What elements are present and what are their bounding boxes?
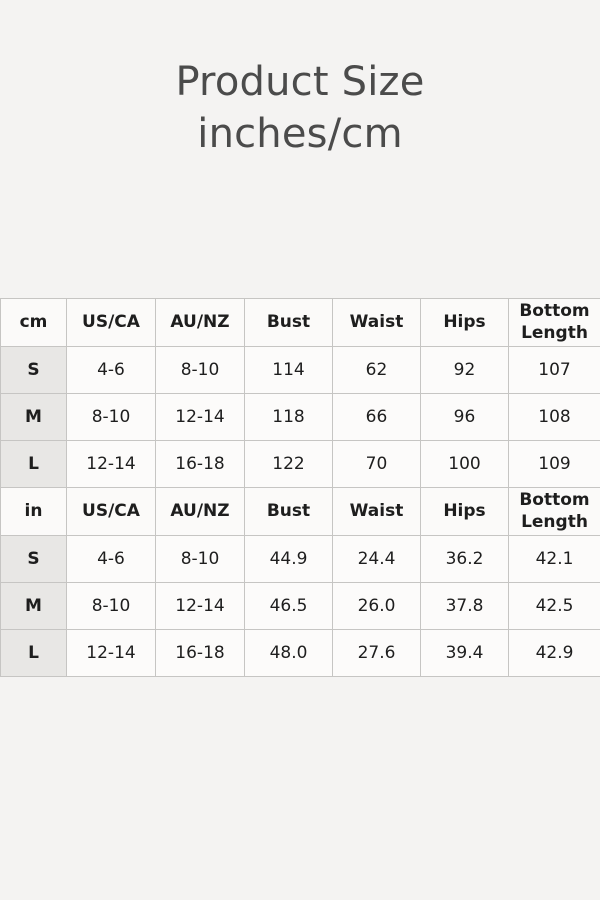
cm-row-m (1, 394, 600, 441)
table-cell: 92 (421, 347, 509, 394)
table-cell: 66 (333, 394, 421, 441)
in-row-m (1, 583, 600, 630)
table-cell: 8-10 (67, 583, 156, 630)
table-cell: 70 (333, 441, 421, 488)
table-cell: 44.9 (245, 536, 333, 583)
table-cell: 39.4 (421, 630, 509, 677)
size-label-cell: L (1, 441, 67, 488)
table-cell: 114 (245, 347, 333, 394)
table-cell: 42.9 (509, 630, 600, 677)
table-cell: 109 (509, 441, 600, 488)
in-header-bust: Bust (245, 488, 333, 536)
table-cell: 118 (245, 394, 333, 441)
in-header-row (1, 488, 600, 536)
in-row-l (1, 630, 600, 677)
table-cell: 8-10 (156, 536, 245, 583)
table-cell: 36.2 (421, 536, 509, 583)
table-cell: 100 (421, 441, 509, 488)
table-cell: 27.6 (333, 630, 421, 677)
table-cell: 26.0 (333, 583, 421, 630)
table-cell: 122 (245, 441, 333, 488)
cm-header-hips: Hips (421, 299, 509, 347)
table-cell: 62 (333, 347, 421, 394)
in-header-aunz: AU/NZ (156, 488, 245, 536)
table-cell: 12-14 (67, 441, 156, 488)
table-cell: 96 (421, 394, 509, 441)
cm-row-l (1, 441, 600, 488)
table-cell: 12-14 (67, 630, 156, 677)
table-cell: 107 (509, 347, 600, 394)
table-cell: 108 (509, 394, 600, 441)
table-cell: 42.1 (509, 536, 600, 583)
size-table (0, 298, 600, 677)
table-cell: 16-18 (156, 630, 245, 677)
table-cell: 12-14 (156, 394, 245, 441)
in-header-usca: US/CA (67, 488, 156, 536)
page-title (0, 0, 600, 160)
size-label-cell: S (1, 347, 67, 394)
in-header-bottom-length: Bottom Length (509, 488, 600, 536)
cm-header-row (1, 299, 600, 347)
cm-header-usca: US/CA (67, 299, 156, 347)
table-cell: 42.5 (509, 583, 600, 630)
table-cell: 8-10 (156, 347, 245, 394)
size-label-cell: M (1, 394, 67, 441)
table-cell: 24.4 (333, 536, 421, 583)
page-title-line1: Product Size (175, 59, 425, 105)
in-header-waist: Waist (333, 488, 421, 536)
in-row-s (1, 536, 600, 583)
table-cell: 4-6 (67, 347, 156, 394)
size-label-cell: M (1, 583, 67, 630)
table-cell: 46.5 (245, 583, 333, 630)
table-cell: 16-18 (156, 441, 245, 488)
cm-unit-header-cell: cm (1, 299, 67, 347)
page-title-line2: inches/cm (197, 111, 403, 157)
in-header-hips: Hips (421, 488, 509, 536)
cm-header-aunz: AU/NZ (156, 299, 245, 347)
table-cell: 12-14 (156, 583, 245, 630)
cm-header-waist: Waist (333, 299, 421, 347)
cm-row-s (1, 347, 600, 394)
in-unit-header-cell: in (1, 488, 67, 536)
size-label-cell: S (1, 536, 67, 583)
size-label-cell: L (1, 630, 67, 677)
cm-header-bottom-length: Bottom Length (509, 299, 600, 347)
table-cell: 48.0 (245, 630, 333, 677)
table-cell: 8-10 (67, 394, 156, 441)
table-cell: 4-6 (67, 536, 156, 583)
table-cell: 37.8 (421, 583, 509, 630)
cm-header-bust: Bust (245, 299, 333, 347)
